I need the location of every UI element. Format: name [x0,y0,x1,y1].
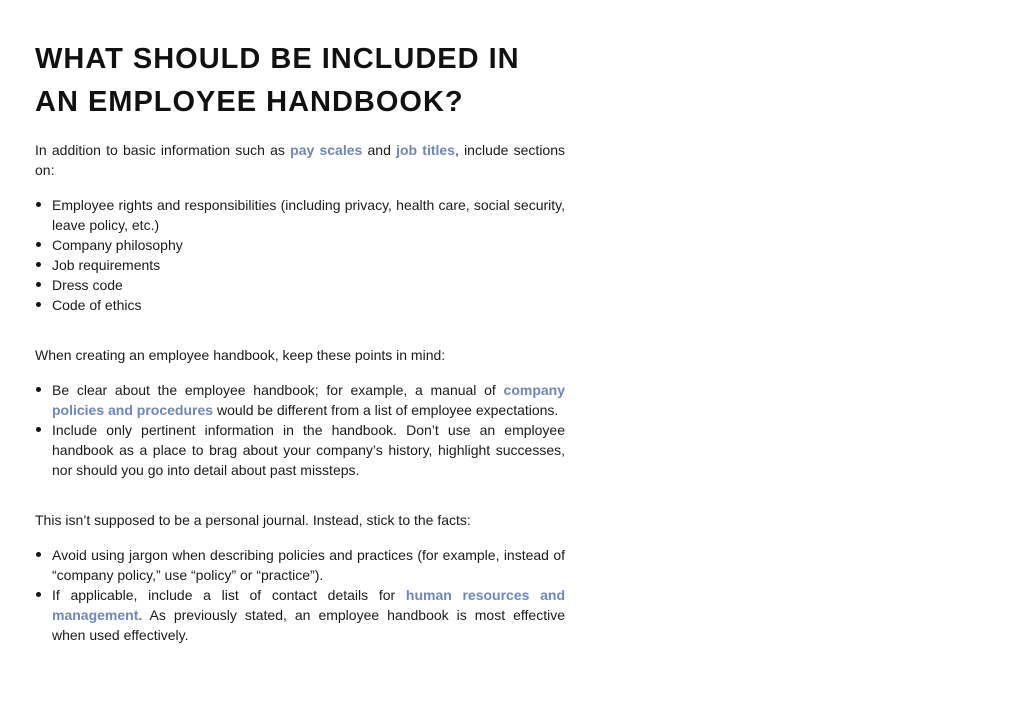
page-title [35,38,565,124]
list-item: Dress code [35,275,565,295]
list-item: Employee rights and responsibilities (including privacy, health care, social security, leave policy, etc.) [35,195,565,235]
facts-list [35,545,565,645]
list-item: Avoid using jargon when describing policies and practices (for example, instead of “company policy,” use “policy” or “practice”). [35,545,565,585]
intro-text-middle: and [362,142,397,158]
page-title-line-2: AN EMPLOYEE HANDBOOK? [35,86,464,118]
sections-list [35,195,565,315]
article [35,38,565,645]
points-lead-paragraph: When creating an employee handbook, keep these points in mind: [35,347,446,363]
intro-text-after: , include sections on: [35,142,565,178]
intro-text-before: In addition to basic information such as [35,142,291,158]
points-list [35,380,565,480]
facts-item-2-before: If applicable, include a list of contact details for [52,587,406,603]
page-title-line-1: WHAT SHOULD BE INCLUDED IN [35,43,520,75]
pay-scales-link[interactable]: pay scales [290,142,363,158]
facts-lead-paragraph: This isn’t supposed to be a personal journal. Instead, stick to the facts: [35,512,471,528]
list-item: Include only pertinent information in the handbook. Don’t use an employee handbook as a place to brag about your company’s history, highlight successes, nor should you go into detail about past missteps. [35,420,565,480]
facts-item-2-after: As previously stated, an employee handbook is most effective when used effectively. [52,607,565,643]
list-item: Job requirements [35,255,565,275]
human-resources-link[interactable]: human resources and management. [52,587,565,623]
points-item-1-before: Be clear about the employee handbook; for example, a manual of [52,382,504,398]
list-item: Code of ethics [35,295,565,315]
job-titles-link[interactable]: job titles [396,142,455,158]
list-item [35,380,565,420]
list-item [35,585,565,645]
intro-paragraph [35,140,565,180]
points-item-1-after: would be different from a list of employee expectations. [213,402,559,418]
list-item: Company philosophy [35,235,565,255]
company-policies-link[interactable]: company policies and procedures [52,382,565,418]
